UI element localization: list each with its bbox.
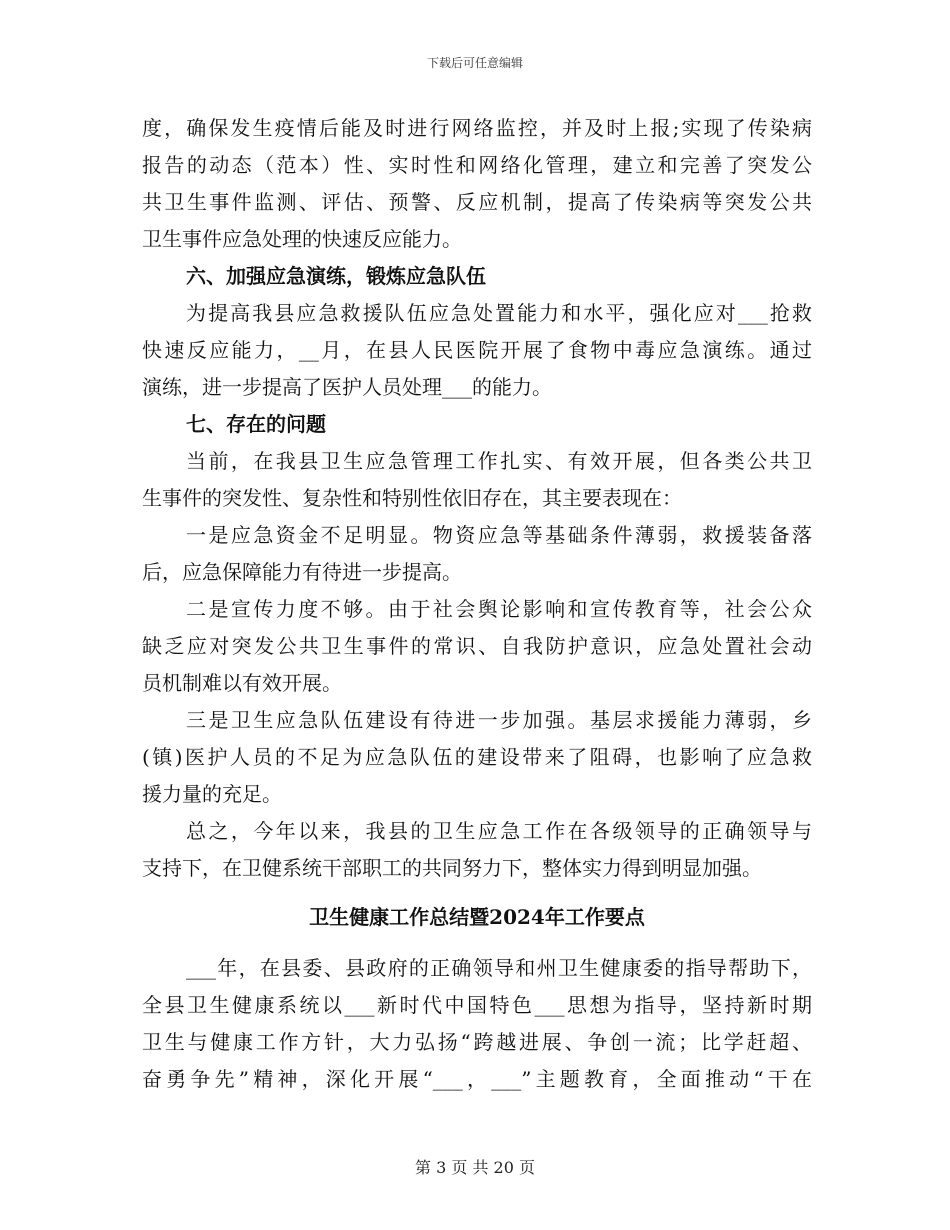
text-line: 三是卫生应急队伍建设有待进一步加强。基层求援能力薄弱，乡 [186, 708, 812, 732]
text-line: 为提高我县应急救援队伍应急处置能力和水平，强化应对___抢救 [186, 301, 812, 325]
text-line: (镇)医护人员的不足为应急队伍的建设带来了阻碍，也影响了应急救 [142, 745, 812, 769]
text-line: 缺乏应对突发公共卫生事件的常识、自我防护意识，应急处置社会动 [142, 634, 812, 658]
text-line: 二是宣传力度不够。由于社会舆论影响和宣传教育等，社会公众 [186, 597, 812, 621]
paragraph-4 [142, 517, 812, 591]
text-line: 卫生与健康工作方针，大力弘扬“跨越进展、争创一流；比学赶超、 [142, 1030, 812, 1054]
page-header-note: 下载后可任意编辑 [426, 56, 523, 70]
text-line: 快速反应能力，__月，在县人民医院开展了食物中毒应急演练。通过 [142, 338, 812, 362]
paragraph-1 [142, 110, 812, 258]
text-line: 演练，进一步提高了医护人员处理___的能力。 [142, 375, 552, 399]
paragraph-7 [142, 813, 812, 887]
section-heading-7: 七、存在的问题 [186, 412, 326, 436]
text-line: 报告的动态（范本）性、实时性和网络化管理，建立和完善了突发公 [142, 153, 812, 177]
paragraph-5 [142, 591, 812, 702]
paragraph-3 [142, 443, 812, 517]
paragraph-6 [142, 702, 812, 813]
section-heading-6: 六、加强应急演练，锻炼应急队伍 [186, 264, 486, 288]
text-line: 当前，在我县卫生应急管理工作扎实、有效开展，但各类公共卫 [186, 449, 812, 473]
text-line: 一是应急资金不足明显。物资应急等基础条件薄弱，救援装备落 [186, 523, 812, 547]
text-line: 总之，今年以来，我县的卫生应急工作在各级领导的正确领导与 [186, 819, 812, 843]
text-line: 生事件的突发性、复杂性和特别性依旧存在，其主要表现在： [142, 486, 682, 510]
page-number-footer: 第 3 页 共 20 页 [415, 1158, 535, 1177]
text-line: 援力量的充足。 [142, 782, 282, 806]
text-line: ___年，在县委、县政府的正确领导和州卫生健康委的指导帮助下， [186, 956, 812, 980]
text-line: 全县卫生健康系统以___新时代中国特色___思想为指导，坚持新时期 [142, 993, 812, 1017]
document-title: 卫生健康工作总结暨2024年工作要点 [309, 905, 645, 929]
text-line: 支持下，在卫健系统干部职工的共同努力下，整体实力得到明显加强。 [142, 856, 762, 880]
paragraph-2 [142, 295, 812, 406]
text-line: 度，确保发生疫情后能及时进行网络监控，并及时上报;实现了传染病 [142, 116, 812, 140]
text-line: 员机制难以有效开展。 [142, 671, 342, 695]
text-line: 卫生事件应急处理的快速反应能力。 [142, 227, 462, 251]
document-body [142, 110, 812, 1098]
paragraph-8 [142, 950, 812, 1098]
text-line: 后，应急保障能力有待进一步提高。 [142, 560, 462, 584]
text-line: 奋勇争先”精神，深化开展“___，___”主题教育，全面推动“干在 [142, 1067, 812, 1091]
text-line: 共卫生事件监测、评估、预警、反应机制，提高了传染病等突发公共 [142, 190, 812, 214]
